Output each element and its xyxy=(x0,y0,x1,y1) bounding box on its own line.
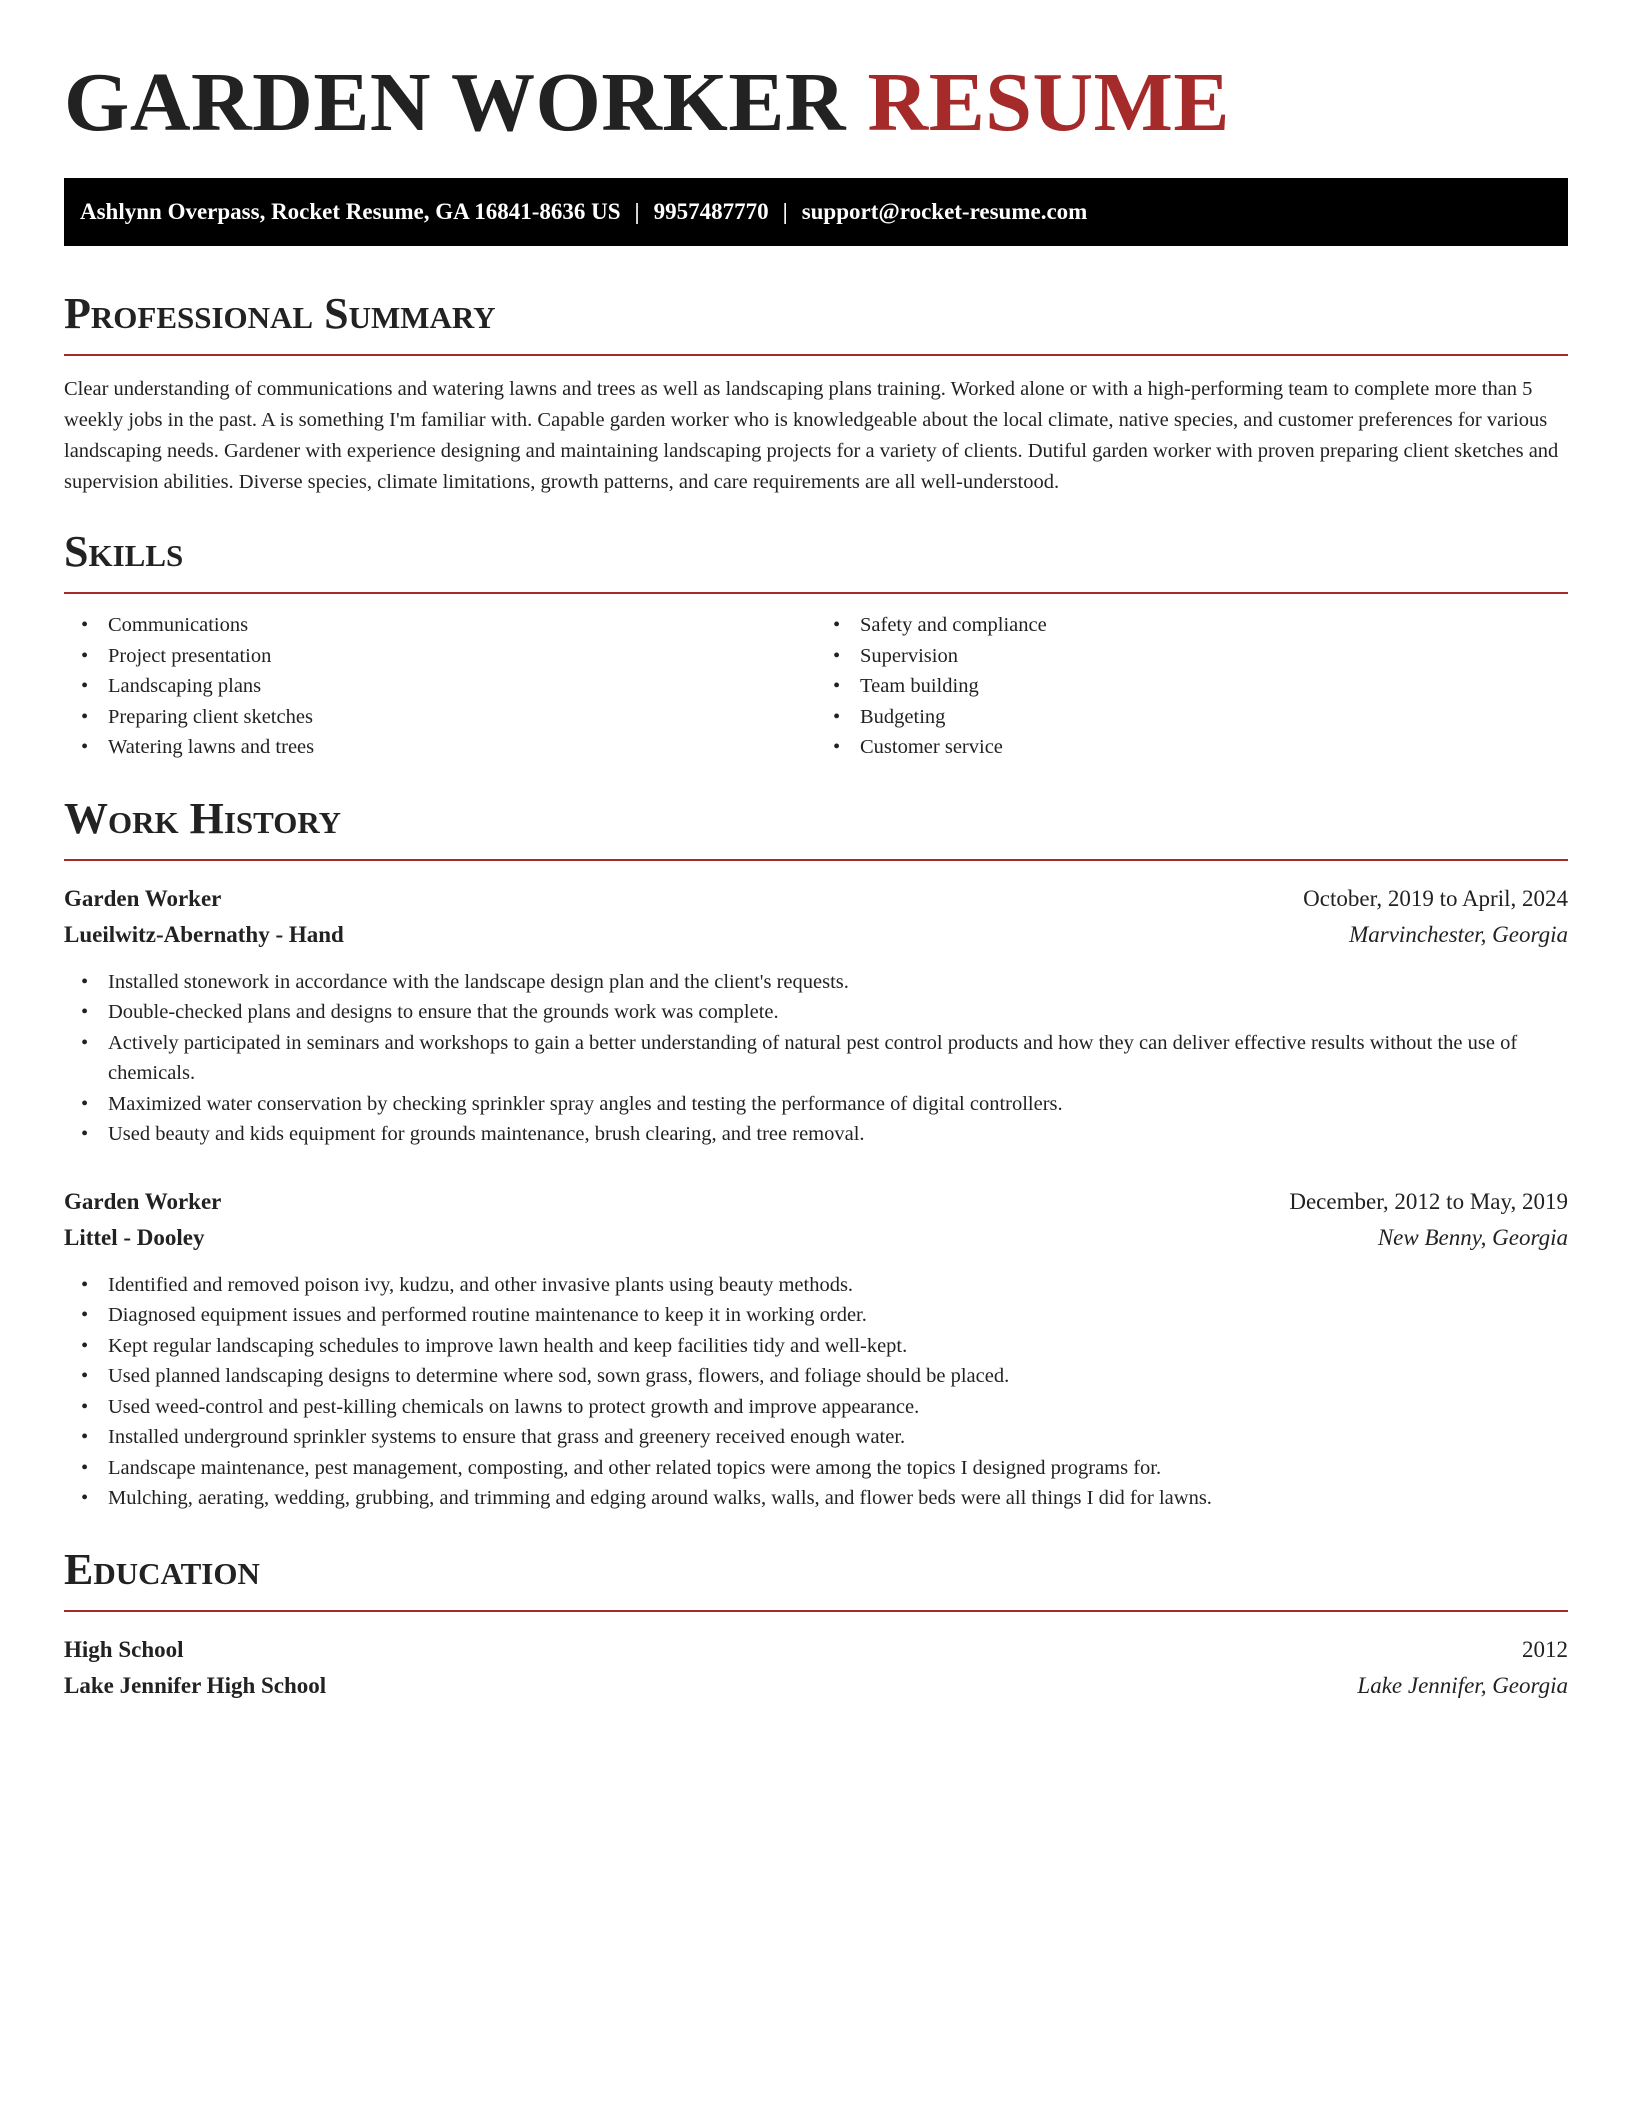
skill-item: • Budgeting xyxy=(860,702,1568,733)
job-duty: • Actively participated in seminars and workshops to gain a better understanding of natural pest control products and how they can deliver effective results without the use of chemicals. xyxy=(108,1028,1568,1089)
skill-item: • Safety and compliance xyxy=(860,610,1568,641)
skill-item: • Customer service xyxy=(860,732,1568,763)
education-degree: High School xyxy=(64,1636,184,1662)
job-title: Garden Worker xyxy=(64,885,222,911)
skills-heading: Skills xyxy=(64,527,184,576)
job-duty: • Double-checked plans and designs to ensure that the grounds work was complete. xyxy=(108,997,1568,1028)
education-heading: Education xyxy=(64,1544,260,1594)
section-divider xyxy=(64,1610,1568,1612)
job-duty: • Used beauty and kids equipment for grounds maintenance, brush clearing, and tree removal. xyxy=(108,1119,1568,1150)
education-school: Lake Jennifer High School xyxy=(64,1672,327,1698)
title-main: GARDEN WORKER xyxy=(64,56,847,149)
education-year: 2012 xyxy=(1522,1636,1568,1662)
skill-item: • Team building xyxy=(860,671,1568,702)
job-duties xyxy=(64,967,1568,1150)
job-company: Lueilwitz-Abernathy - Hand xyxy=(64,921,344,947)
contact-separator: | xyxy=(782,199,788,224)
job-duty: • Landscape maintenance, pest management, composting, and other related topics were among the topics I designed programs for. xyxy=(108,1453,1568,1484)
job-duties xyxy=(64,1270,1568,1514)
skills-list xyxy=(64,610,1568,763)
section-divider xyxy=(64,354,1568,356)
education-entry xyxy=(64,1632,1568,1704)
education-location: Lake Jennifer, Georgia xyxy=(1357,1672,1568,1698)
job-duty: • Identified and removed poison ivy, kudzu, and other invasive plants using beauty methods. xyxy=(108,1270,1568,1301)
job-duty: • Mulching, aerating, wedding, grubbing, and trimming and edging around walks, walls, and flower beds were all things I did for lawns. xyxy=(108,1483,1568,1514)
job-duty: • Diagnosed equipment issues and performed routine maintenance to keep it in working order. xyxy=(108,1300,1568,1331)
skill-item: • Landscaping plans xyxy=(108,671,816,702)
skills-column-right xyxy=(816,610,1568,763)
job-duty: • Maximized water conservation by checking sprinkler spray angles and testing the performance of digital controllers. xyxy=(108,1089,1568,1120)
title-accent: RESUME xyxy=(867,56,1230,149)
skill-item: • Communications xyxy=(108,610,816,641)
job-title: Garden Worker xyxy=(64,1188,222,1214)
skill-item: • Project presentation xyxy=(108,641,816,672)
job-company: Littel - Dooley xyxy=(64,1224,205,1250)
section-divider xyxy=(64,592,1568,594)
contact-phone: 9957487770 xyxy=(653,199,769,224)
job-duty: • Installed underground sprinkler systems to ensure that grass and greenery received enough water. xyxy=(108,1422,1568,1453)
job-location: Marvinchester, Georgia xyxy=(1349,921,1568,947)
resume-title xyxy=(64,58,1568,148)
job-dates: October, 2019 to April, 2024 xyxy=(1303,885,1568,911)
contact-bar xyxy=(64,178,1568,246)
job-dates: December, 2012 to May, 2019 xyxy=(1289,1188,1568,1214)
summary-heading: Professional Summary xyxy=(64,289,496,338)
job-entry xyxy=(64,1184,1568,1514)
contact-email: support@rocket-resume.com xyxy=(801,199,1088,224)
job-duty: • Used planned landscaping designs to determine where sod, sown grass, flowers, and foliage should be placed. xyxy=(108,1361,1568,1392)
job-location: New Benny, Georgia xyxy=(1377,1224,1568,1250)
job-duty: • Installed stonework in accordance with the landscape design plan and the client's requests. xyxy=(108,967,1568,998)
skill-item: • Preparing client sketches xyxy=(108,702,816,733)
skills-column-left xyxy=(64,610,816,763)
job-duty: • Kept regular landscaping schedules to improve lawn health and keep facilities tidy and well-kept. xyxy=(108,1331,1568,1362)
summary-text: Clear understanding of communications and watering lawns and trees as well as landscaping plans training. Worked alone or with a high-performing team to complete more than 5 weekly jobs in the past. A is something I'm familiar with. Capable garden worker who is knowledgeable about the local climate, native species, and customer preferences for various landscaping needs. Gardener with experience designing and maintaining landscaping projects for a variety of clients. Dutiful garden worker with proven preparing client sketches and supervision abilities. Diverse species, climate limitations, growth patterns, and care requirements are all well-understood. xyxy=(64,378,1559,493)
section-divider xyxy=(64,859,1568,861)
work-history-heading: Work History xyxy=(64,793,342,843)
contact-separator: | xyxy=(634,199,640,224)
contact-address: Ashlynn Overpass, Rocket Resume, GA 16841-8636 US xyxy=(80,199,621,224)
job-entry xyxy=(64,881,1568,1150)
skill-item: • Watering lawns and trees xyxy=(108,732,816,763)
job-duty: • Used weed-control and pest-killing chemicals on lawns to protect growth and improve appearance. xyxy=(108,1392,1568,1423)
skill-item: • Supervision xyxy=(860,641,1568,672)
